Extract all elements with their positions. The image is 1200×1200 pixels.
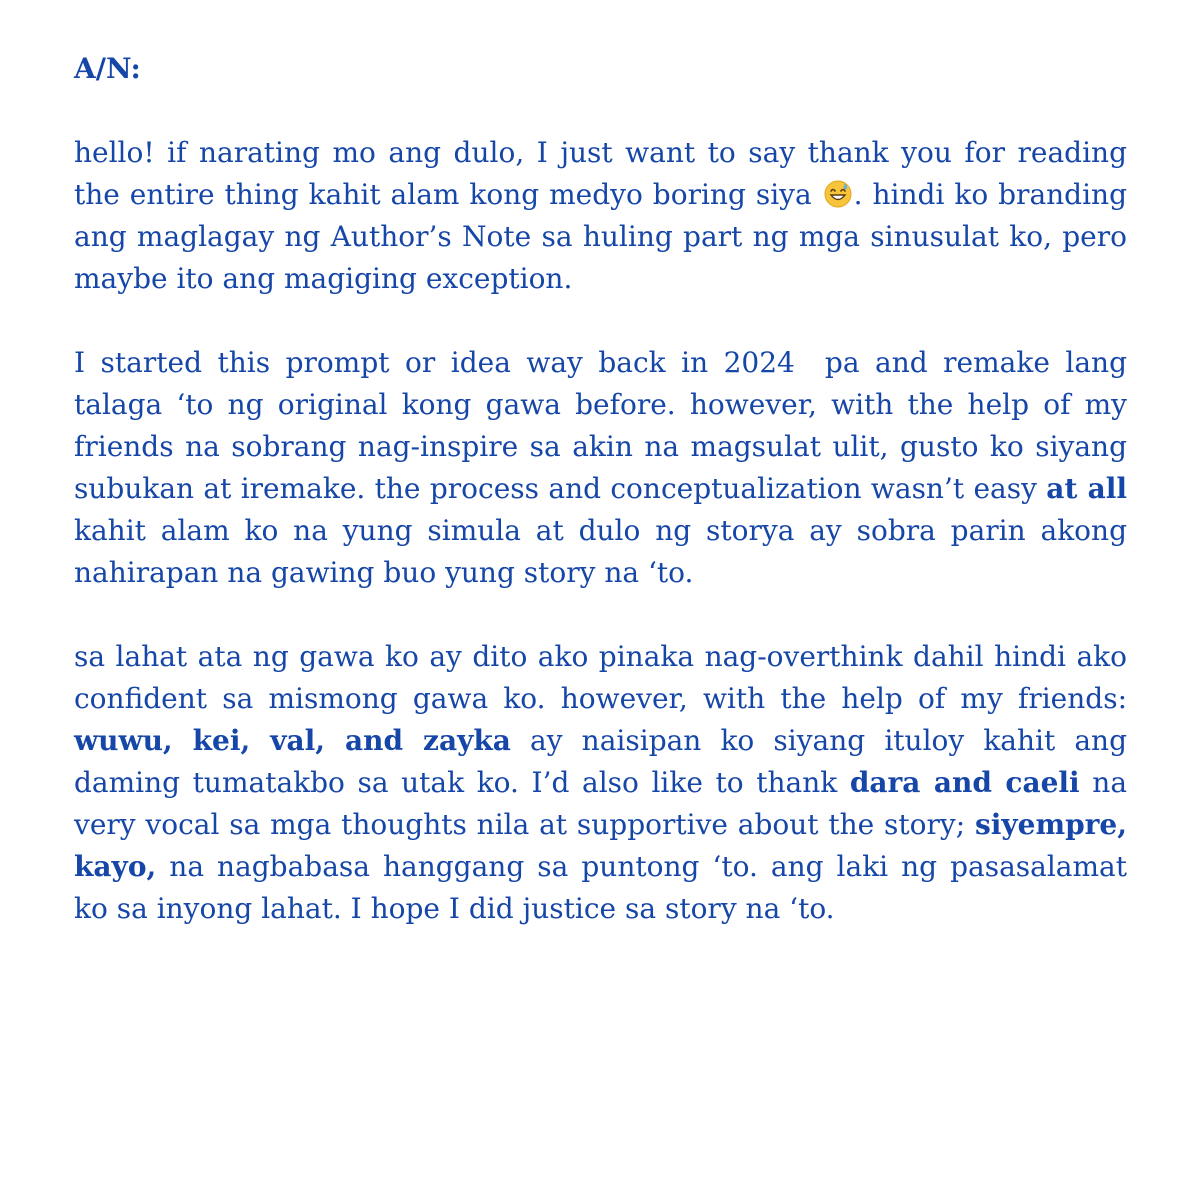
paragraph-text: I started this prompt or idea way back in 2024 bbox=[74, 346, 795, 379]
paragraph-thanks bbox=[74, 132, 1127, 300]
bold-text: dara and caeli bbox=[849, 766, 1080, 799]
author-note bbox=[74, 48, 1127, 930]
bold-text: siyempre, kayo, bbox=[74, 808, 1127, 883]
paragraph-text: sa lahat ata ng gawa ko ay dito ako pinaka nag-overthink dahil hindi ako confident sa mismong gawa ko. however, with the help of my friends: bbox=[74, 640, 1127, 715]
paragraph-text: . hindi ko branding ang maglagay ng Author’s Note sa huling part ng mga sinusulat ko, pero maybe ito ang magiging exception. bbox=[74, 178, 1128, 295]
paragraph-text: hello! if narating mo ang dulo, I just want to say thank you for reading the entire thing kahit alam kong medyo boring siya bbox=[74, 136, 1127, 211]
paragraph-text: kahit alam ko na yung simula at dulo ng storya ay sobra parin akong nahirapan na gawing buo yung story na ‘to. bbox=[74, 514, 1127, 589]
bold-text: wuwu, kei, val, and zayka bbox=[74, 724, 511, 757]
grinning-face-with-sweat-icon bbox=[824, 180, 852, 208]
paragraph-acknowledgements bbox=[74, 636, 1127, 930]
paragraph-history bbox=[74, 342, 1127, 594]
note-heading: A/N: bbox=[74, 52, 141, 85]
bold-text: at all bbox=[1046, 472, 1127, 505]
paragraph-text: pa and remake lang talaga ‘to ng original kong gawa before. however, with the help of my friends na sobrang nag-inspire sa akin na magsulat ulit, gusto ko siyang subukan at iremake. the process and conceptualization wasn’t easy bbox=[74, 346, 1127, 505]
paragraph-text: na nagbabasa hanggang sa puntong ‘to. ang laki ng pasasalamat ko sa inyong lahat. I hope I did justice sa story na ‘to. bbox=[74, 850, 1128, 925]
paragraph-text: na very vocal sa mga thoughts nila at supportive about the story; bbox=[74, 766, 1128, 841]
paragraph-text: ay naisipan ko siyang ituloy kahit ang daming tumatakbo sa utak ko. I’d also like to thank bbox=[74, 724, 1128, 799]
